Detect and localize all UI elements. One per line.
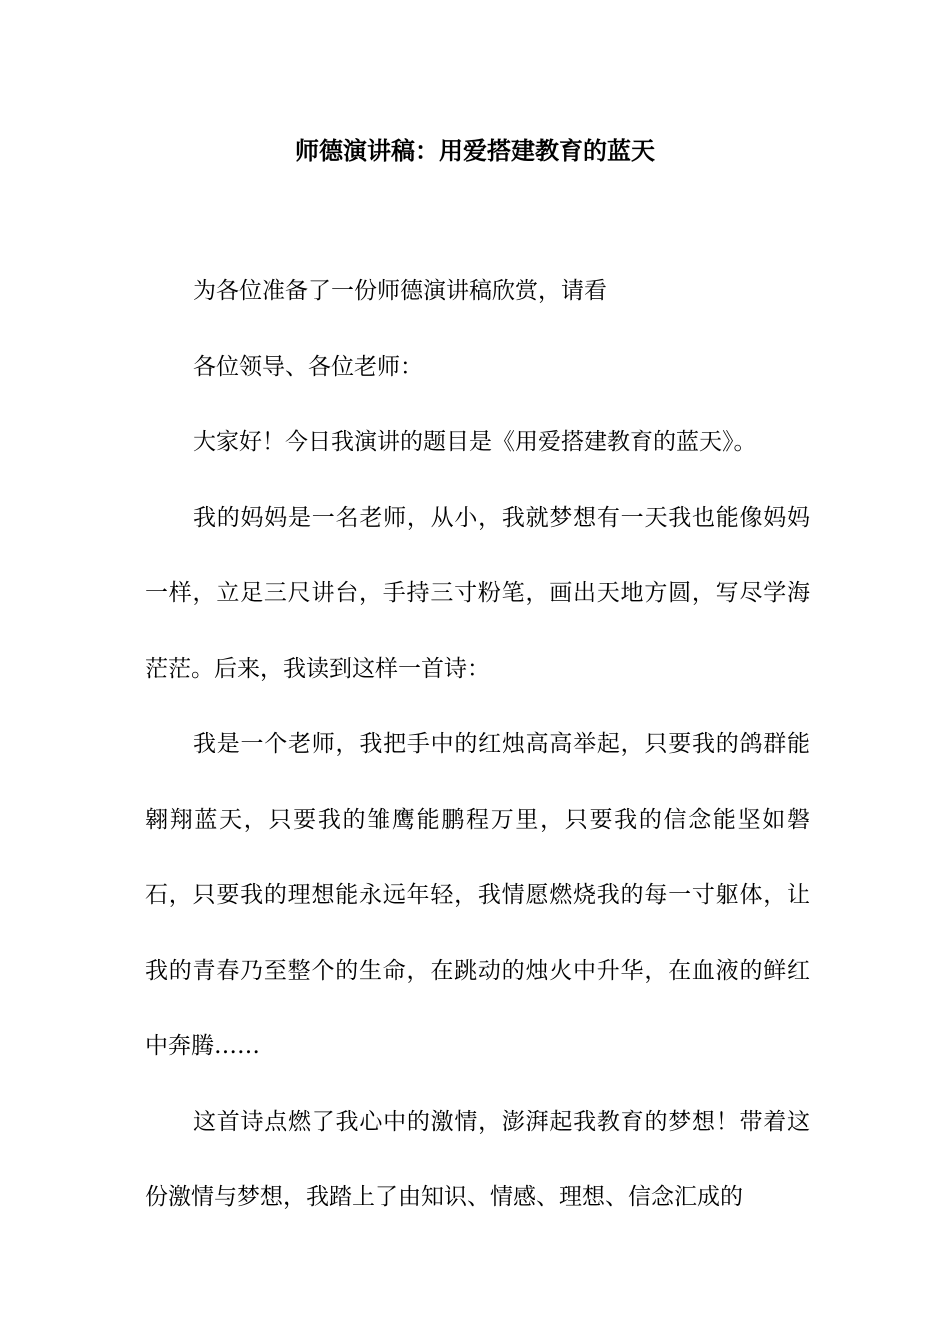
document-body [145, 254, 810, 1236]
paragraph-greeting: 大家好！今日我演讲的题目是《用爱搭建教育的蓝天》。 [193, 429, 757, 455]
paragraph-intro: 为各位准备了一份师德演讲稿欣赏，请看 [193, 278, 607, 304]
paragraph-poem: 我是一个老师，我把手中的红烛高高举起，只要我的鸽群能翱翔蓝天，只要我的雏鹰能鹏程万里，只要我的信念能坚如磐石，只要我的理想能永远年轻，我情愿燃烧我的每一寸躯体，让我的青春乃至整个的生命，在跳动的烛火中升华，在血液的鲜红中奔腾…… [145, 731, 810, 1059]
paragraph-passion: 这首诗点燃了我心中的激情，澎湃起我教育的梦想！带着这份激情与梦想，我踏上了由知识、情感、理想、信念汇成的 [145, 1108, 810, 1210]
paragraph-salutation: 各位领导、各位老师： [193, 353, 423, 380]
document-title: 师德演讲稿：用爱搭建教育的蓝天 [295, 136, 655, 165]
paragraph-childhood-dream: 我的妈妈是一名老师，从小，我就梦想有一天我也能像妈妈一样，立足三尺讲台，手持三寸粉笔，画出天地方圆，写尽学海茫茫。后来，我读到这样一首诗： [145, 504, 810, 682]
